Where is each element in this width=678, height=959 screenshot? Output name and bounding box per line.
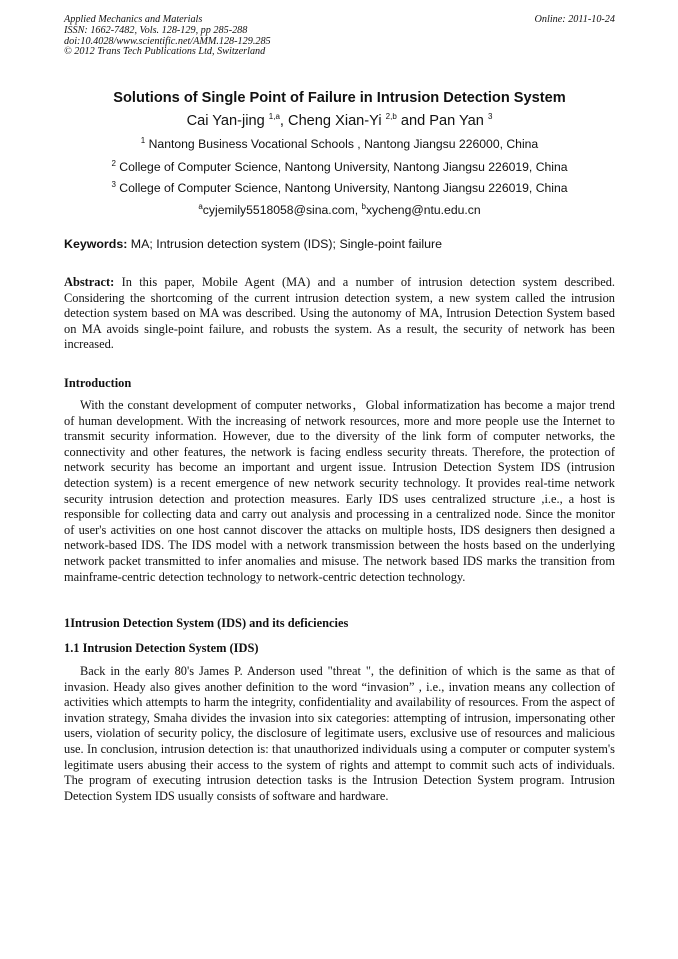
keywords-label: Keywords: (64, 237, 128, 251)
abstract-label: Abstract: (64, 275, 115, 289)
author-list (64, 113, 615, 129)
affiliation-sup: 2 (111, 158, 116, 168)
email-a-sup: a (198, 201, 203, 211)
email-a: cyjemily5518058@sina.com, (202, 203, 362, 217)
introduction-heading: Introduction (64, 376, 132, 390)
author-2: Cheng Xian-Yi (288, 113, 382, 129)
introduction-body (64, 398, 615, 585)
author-2-sup: 2,b (385, 112, 397, 122)
author-1: Cai Yan-jing (186, 113, 265, 129)
keywords (64, 237, 615, 251)
keywords-text: MA; Intrusion detection system (IDS); Single-point failure (127, 237, 443, 251)
affiliation-3 (64, 181, 615, 195)
section-1-heading: 1Intrusion Detection System (IDS) and its deficiencies (64, 616, 349, 630)
email-b-sup: b (361, 201, 366, 211)
affiliation-2 (64, 160, 615, 174)
abstract (64, 275, 615, 353)
affiliation-text: Nantong Business Vocational Schools , Nantong Jiangsu 226000, China (148, 137, 539, 151)
section-1-1-heading: 1.1 Intrusion Detection System (IDS) (64, 641, 259, 655)
author-emails (64, 203, 615, 217)
author-1-sup: 1,a (268, 112, 280, 122)
affiliation-sup: 3 (111, 179, 116, 189)
abstract-text: In this paper, Mobile Agent (MA) and a number of intrusion detection system described. Considering the shortcoming of the current intrusion detection system, a new system called the intrusion detection system based on MA was described. Using the autonomy of MA, Intrusion Detection System based on MA avoids single-point failure, and robusts the system. As a result, the security of network has been increased. (64, 275, 615, 352)
author-3: Pan Yan (429, 113, 484, 129)
issn-line: ISSN: 1662-7482, Vols. 128-129, pp 285-288 (64, 24, 248, 36)
section-1-1-paragraph: Back in the early 80's James P. Anderson used "threat ", the definition of which is the same as that of invasion. Heady also gives another definition to the word “invasion” , i.e., invation means any collection of activities which attempts to harm the integrity, confidentiality and availability of resources. From the aspect of invation strategy, Smaha divides the invasion into six categories: attempting of intrusion, impersonating other users, violation of security policy, the disclosure of legitimate users, exclusive use of resources and malicious use. In conclusion, intrusion detection is: that unauthorized individuals using a computer or computer system's legitimate users abusing their access to the system of rights and attempt to commit such acts of individuals. The program of executing intrusion detection tasks is the Intrusion Detection System program. Intrusion Detection System IDS usually consists of software and hardware. (64, 664, 615, 803)
author-3-sup: 3 (487, 112, 493, 122)
introduction-paragraph: With the constant development of computer networks，Global informatization has become a major trend of human development. With the increasing of network resources, more and more people use the Internet to transmit security information. However, due to the diversity of the link form of computer networks, the connectivity and other features, the network is facing endless security threats. Therefore, the protection of network security has become an important and urgent issue. Intrusion Detection System IDS (intrusion detection system) is a recent emergence of new network security technology. It provides real-time network security intrusion detection and protection measures. Early IDS uses centralized structure ,i.e., a host is responsible for collecting data and carry out analysis and processing in a centralized node. Since the monitor of user's activities on one host cannot discover the attacks on multiple hosts, IDS designers then designed a network-based IDS. The IDS model with a network transmission between the hosts based on the underlying network packet transmitted to infer anomalies and misuse. The network based IDS marks the transition from mainframe-centric detection technology to network-centric detection technology. (64, 398, 615, 584)
affiliation-sup: 1 (140, 135, 146, 145)
copyright-line: © 2012 Trans Tech Publications Ltd, Switzerland (64, 46, 266, 58)
author-separator: and (396, 113, 430, 129)
affiliation-1 (64, 137, 615, 151)
online-date: Online: 2011-10-24 (534, 14, 615, 25)
email-b: xycheng@ntu.edu.cn (365, 203, 481, 217)
affiliation-text: College of Computer Science, Nantong University, Nantong Jiangsu 226019, China (119, 160, 568, 174)
affiliation-text: College of Computer Science, Nantong University, Nantong Jiangsu 226019, China (119, 181, 568, 195)
doi-line: doi:10.4028/www.scientific.net/AMM.128-129.285 (64, 35, 271, 47)
paper-title: Solutions of Single Point of Failure in Intrusion Detection System (113, 90, 566, 106)
journal-header (64, 15, 615, 58)
section-1-1-body (64, 664, 615, 804)
journal-name: Applied Mechanics and Materials (64, 14, 203, 25)
author-separator: , (279, 113, 289, 129)
